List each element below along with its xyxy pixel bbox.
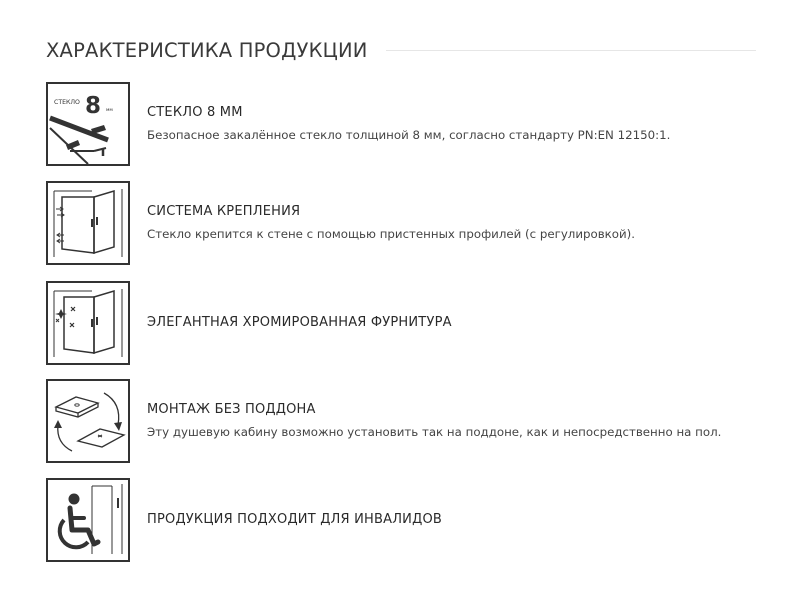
feature-accessibility-text [147,478,759,562]
feature-title: СИСТЕМА КРЕПЛЕНИЯ [147,204,301,219]
glass-icon-unit: мм [106,108,113,113]
wheelchair-icon [46,478,130,562]
glass-icon-label: СТЕКЛО [54,99,80,106]
feature-description: Эту душевую кабину возможно установить так на поддоне, как и непосредственно на пол. [147,425,722,439]
feature-chrome-fittings [46,281,760,367]
wall-mounting-icon [46,181,130,265]
feature-title: ЭЛЕГАНТНАЯ ХРОМИРОВАННАЯ ФУРНИТУРА [147,315,452,330]
feature-title: ПРОДУКЦИЯ ПОДХОДИТ ДЛЯ ИНВАЛИДОВ [147,512,443,527]
feature-chrome-text [147,281,759,365]
section-title: ХАРАКТЕРИСТИКА ПРОДУКЦИИ [46,38,368,62]
feature-description: Стекло крепится к стене с помощью пристенных профилей (с регулировкой). [147,227,636,241]
glass-thickness-icon [46,82,130,166]
feature-mounting-text [147,181,759,265]
feature-title: МОНТАЖ БЕЗ ПОДДОНА [147,402,316,417]
glass-icon-number: 8 [85,93,102,119]
feature-accessibility [46,478,760,564]
chrome-fittings-icon [46,281,130,365]
feature-glass-text [147,82,759,166]
feature-description: Безопасное закалённое стекло толщиной 8 мм, согласно стандарту PN:EN 12150:1. [147,128,671,142]
no-tray-install-icon [46,379,130,463]
feature-no-tray-text [147,379,759,463]
section-header [46,36,756,64]
feature-no-tray [46,379,760,465]
feature-mounting [46,181,760,267]
header-divider [386,50,756,51]
feature-title: СТЕКЛО 8 ММ [147,105,243,120]
feature-glass [46,82,760,168]
